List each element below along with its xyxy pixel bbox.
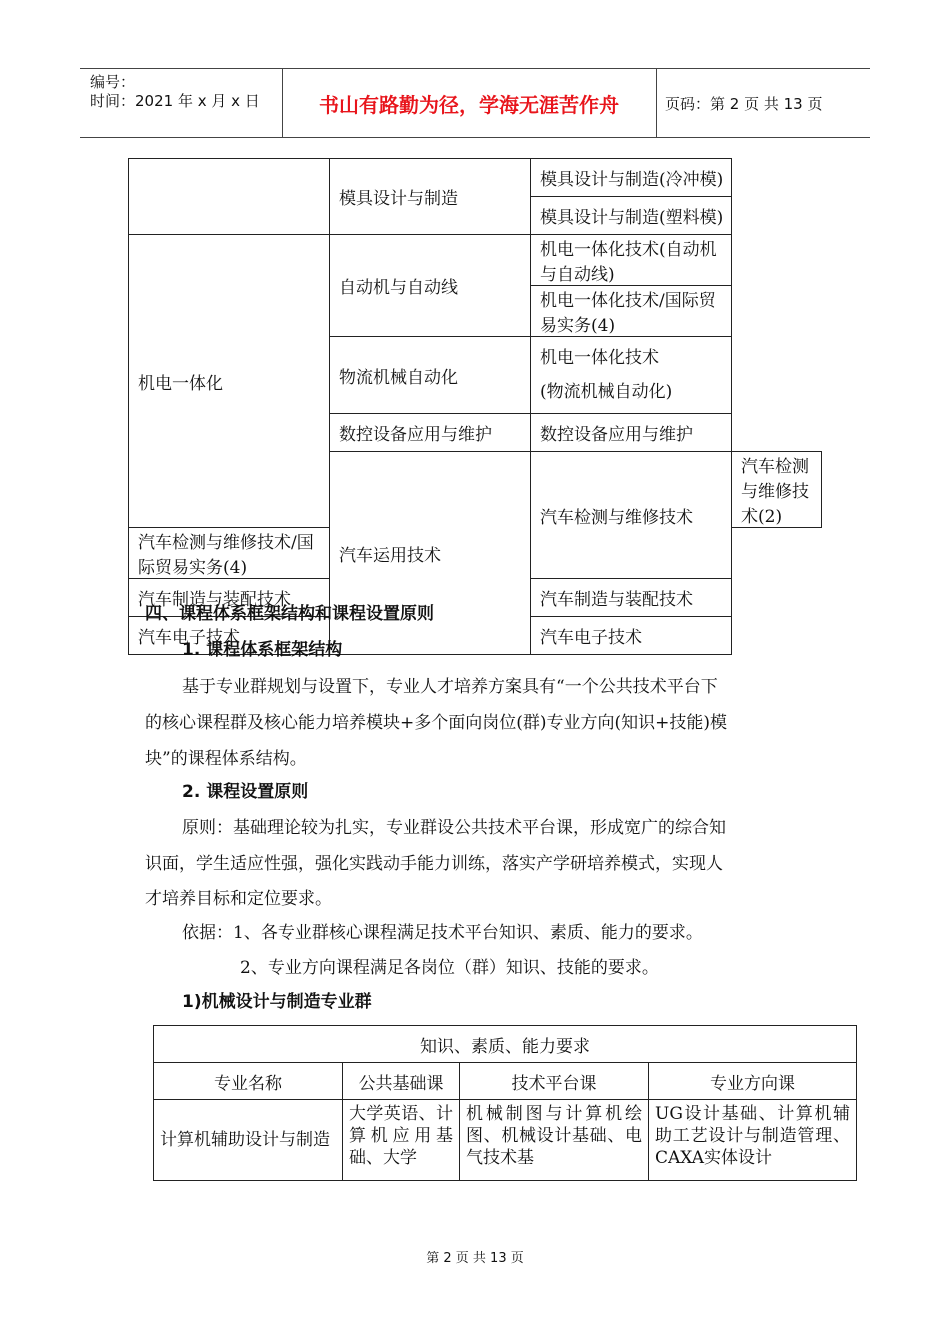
column-header: 专业方向课 — [649, 1063, 857, 1100]
header-divider — [656, 69, 657, 137]
sub-cell: 汽车检测与维修技术 — [531, 452, 732, 579]
sub-cell: 模具设计与制造 — [330, 159, 531, 235]
specialty-table — [128, 158, 822, 655]
header-page-info: 页码：第 2 页 共 13 页 — [665, 95, 823, 113]
paragraph-line: 才培养目标和定位要求。 — [145, 889, 332, 909]
header-meta — [90, 73, 260, 111]
group-title: 1)机械设计与制造专业群 — [182, 992, 372, 1012]
direction-cell — [531, 337, 732, 414]
direction-cell: 汽车检测与维修技术/国际贸易实务(4) — [129, 528, 330, 579]
paragraph-line: 块”的课程体系结构。 — [145, 749, 307, 769]
table-caption: 知识、素质、能力要求 — [154, 1026, 857, 1063]
sub-cell: 自动机与自动线 — [330, 235, 531, 337]
table-cell: 大学英语、计算机应用基础、大学 — [343, 1100, 460, 1181]
direction-cell: 机电一体化技术/国际贸易实务(4) — [531, 286, 732, 337]
group-cell: 汽车运用技术 — [330, 452, 531, 655]
header-motto: 书山有路勤为径，学海无涯苦作舟 — [319, 93, 619, 117]
column-header: 技术平台课 — [460, 1063, 649, 1100]
sub-cell: 物流机械自动化 — [330, 337, 531, 414]
direction-cell: 数控设备应用与维护 — [531, 414, 732, 452]
paragraph-line: 原则：基础理论较为扎实，专业群设公共技术平台课，形成宽广的综合知 — [182, 818, 726, 838]
direction-cell: 汽车检测与维修技术(2) — [732, 452, 822, 528]
group-cell — [129, 159, 330, 235]
subsection-title: 2. 课程设置原则 — [182, 782, 309, 802]
page-header — [80, 68, 870, 138]
code-label: 编号： — [90, 73, 136, 91]
table-cell: 计算机辅助设计与制造 — [154, 1100, 343, 1181]
column-header: 公共基础课 — [343, 1063, 460, 1100]
paragraph-line: 基于专业群规划与设置下，专业人才培养方案具有“一个公共技术平台下 — [182, 677, 718, 697]
direction-line: (物流机械自动化) — [540, 382, 673, 402]
sub-cell: 数控设备应用与维护 — [330, 414, 531, 452]
direction-cell: 模具设计与制造(冷冲模) — [531, 159, 732, 197]
sub-cell: 汽车制造与装配技术 — [129, 579, 330, 617]
direction-line: 机电一体化技术 — [540, 348, 659, 368]
course-table — [153, 1025, 857, 1181]
column-header: 专业名称 — [154, 1063, 343, 1100]
direction-cell: 机电一体化技术(自动机与自动线) — [531, 235, 732, 286]
page-footer: 第 2 页 共 13 页 — [426, 1251, 524, 1266]
paragraph-line: 依据：1、各专业群核心课程满足技术平台知识、素质、能力的要求。 — [182, 923, 703, 943]
direction-cell: 汽车电子技术 — [531, 617, 732, 655]
sub-cell: 汽车电子技术 — [129, 617, 330, 655]
table-cell: UG设计基础、计算机辅助工艺设计与制造管理、 CAXA实体设计 — [649, 1100, 857, 1181]
group-cell: 机电一体化 — [129, 235, 330, 528]
time-label: 时间：2021 年 x 月 x 日 — [90, 92, 260, 110]
paragraph-line: 2、专业方向课程满足各岗位（群）知识、技能的要求。 — [240, 958, 659, 978]
section-title: 四、课程体系框架结构和课程设置原则 — [145, 604, 434, 624]
direction-cell: 汽车制造与装配技术 — [531, 579, 732, 617]
subsection-title: 1. 课程体系框架结构 — [182, 640, 343, 660]
table-cell: 机械制图与计算机绘图、机械设计基础、电气技术基 — [460, 1100, 649, 1181]
paragraph-line: 的核心课程群及核心能力培养模块+多个面向岗位(群)专业方向(知识+技能)模 — [145, 713, 728, 733]
paragraph-line: 识面，学生适应性强，强化实践动手能力训练，落实产学研培养模式，实现人 — [145, 854, 723, 874]
direction-cell: 模具设计与制造(塑料模) — [531, 197, 732, 235]
